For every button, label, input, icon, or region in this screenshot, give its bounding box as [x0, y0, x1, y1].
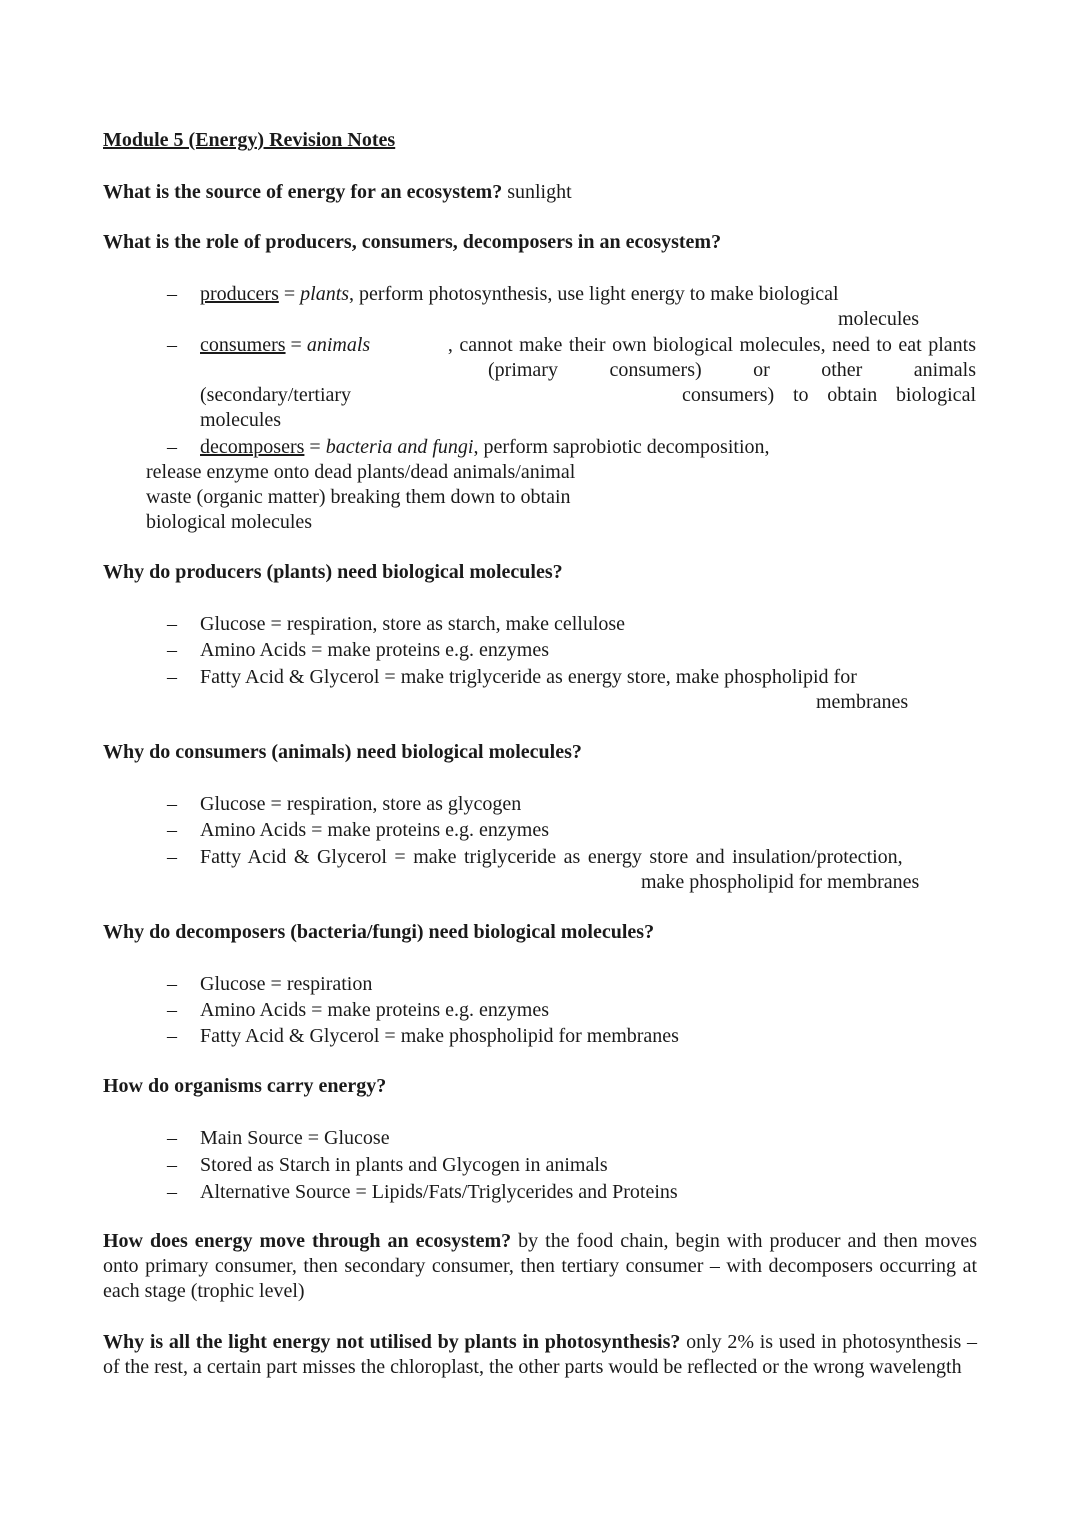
list-item: Glucose = respiration, store as starch, make cellulose	[200, 613, 626, 635]
list-item: Stored as Starch in plants and Glycogen in animals	[200, 1154, 608, 1176]
bullet-dash: –	[167, 793, 177, 815]
list-item: Amino Acids = make proteins e.g. enzymes	[200, 999, 549, 1021]
word: (primary	[488, 359, 558, 381]
decomposers-line-3: waste (organic matter) breaking them down to obtain	[146, 486, 571, 508]
list-item: Amino Acids = make proteins e.g. enzymes	[200, 639, 549, 661]
decomposers-line-4: biological molecules	[146, 511, 313, 533]
consumers-line-2	[488, 358, 976, 383]
decomposers-what: bacteria and fungi	[325, 436, 474, 458]
answer-text: only 2% is used in photosynthesis – of the rest, a certain part misses the chloroplast, the other parts would be reflected or the wrong wavelength	[103, 1331, 977, 1378]
page-title: Module 5 (Energy) Revision Notes	[103, 129, 396, 151]
consumers-desc: , cannot make their own biological molecules, need to eat plants	[447, 334, 976, 356]
answer-text: by the food chain, begin with producer and then moves onto primary consumer, then secondary consumer, then tertiary consumer – with decomposers occurring at each stage (trophic level)	[103, 1230, 978, 1302]
list-item: Fatty Acid & Glycerol = make phospholipid for membranes	[200, 1025, 679, 1047]
bullet-dash: –	[167, 613, 177, 635]
bullet-dash: –	[167, 436, 177, 458]
bullet-dash: –	[167, 283, 177, 305]
bullet-dash: –	[167, 1154, 177, 1176]
question-energy-source	[103, 180, 572, 205]
decomposers-line	[200, 435, 770, 460]
decomposers-desc: , perform saprobiotic decomposition,	[473, 436, 770, 458]
term-decomposers: decomposers	[200, 436, 305, 458]
list-item: Main Source = Glucose	[200, 1127, 390, 1149]
answer-text: sunlight	[507, 181, 572, 203]
bullet-dash: –	[167, 1025, 177, 1047]
question-text: What is the source of energy for an ecosystem?	[103, 181, 503, 203]
bullet-dash: –	[167, 973, 177, 995]
equals-sign: =	[285, 334, 307, 356]
term-producers: producers	[200, 283, 279, 305]
question-roles: What is the role of producers, consumers, decomposers in an ecosystem?	[103, 231, 722, 253]
question-consumers-needs: Why do consumers (animals) need biological molecules?	[103, 741, 582, 763]
producers-what: plants	[300, 283, 350, 305]
consumers-line-3-left: (secondary/tertiary	[200, 384, 352, 406]
bullet-dash: –	[167, 1127, 177, 1149]
decomposers-line-2: release enzyme onto dead plants/dead animals/animal	[146, 461, 576, 483]
bullet-dash: –	[167, 666, 177, 688]
bullet-dash: –	[167, 999, 177, 1021]
producers-cont: molecules	[838, 308, 920, 330]
bullet-dash: –	[167, 1181, 177, 1203]
question-text: How does energy move through an ecosystem?	[103, 1230, 512, 1252]
list-item-cont: make phospholipid for membranes	[641, 871, 920, 893]
list-item: Fatty Acid & Glycerol = make triglyceride as energy store, make phospholipid for	[200, 666, 857, 688]
word: other	[821, 359, 863, 381]
word: animals	[913, 359, 976, 381]
paragraph-light-energy	[103, 1330, 977, 1380]
list-item: Fatty Acid & Glycerol = make triglyceride as energy store and insulation/protection,	[200, 846, 903, 868]
word: to	[792, 384, 809, 406]
question-carry-energy: How do organisms carry energy?	[103, 1075, 387, 1097]
term-consumers: consumers	[200, 334, 286, 356]
list-item: Amino Acids = make proteins e.g. enzymes	[200, 819, 549, 841]
producers-desc: , perform photosynthesis, use light energy to make biological	[349, 283, 839, 305]
question-text: Why is all the light energy not utilised by plants in photosynthesis?	[103, 1331, 681, 1353]
list-item-cont: membranes	[816, 691, 909, 713]
word: obtain	[827, 384, 878, 406]
list-item: Glucose = respiration	[200, 973, 373, 995]
list-item: Alternative Source = Lipids/Fats/Triglycerides and Proteins	[200, 1181, 678, 1203]
paragraph-energy-movement	[103, 1229, 977, 1304]
word: consumers)	[682, 384, 775, 406]
producers-line	[200, 282, 839, 307]
consumers-what: animals	[306, 334, 371, 356]
bullet-dash: –	[167, 846, 177, 868]
question-producers-needs: Why do producers (plants) need biological molecules?	[103, 561, 563, 583]
word: or	[753, 359, 770, 381]
consumers-line-4: molecules	[200, 409, 282, 431]
equals-sign: =	[278, 283, 301, 305]
consumers-line	[200, 333, 976, 358]
question-decomposers-needs: Why do decomposers (bacteria/fungi) need biological molecules?	[103, 921, 655, 943]
list-item: Glucose = respiration, store as glycogen	[200, 793, 522, 815]
bullet-dash: –	[167, 639, 177, 661]
consumers-line-3-right	[682, 383, 976, 408]
equals-sign: =	[304, 436, 326, 458]
word: consumers)	[609, 359, 702, 381]
word: biological	[896, 384, 976, 406]
bullet-dash: –	[167, 334, 177, 356]
bullet-dash: –	[167, 819, 177, 841]
